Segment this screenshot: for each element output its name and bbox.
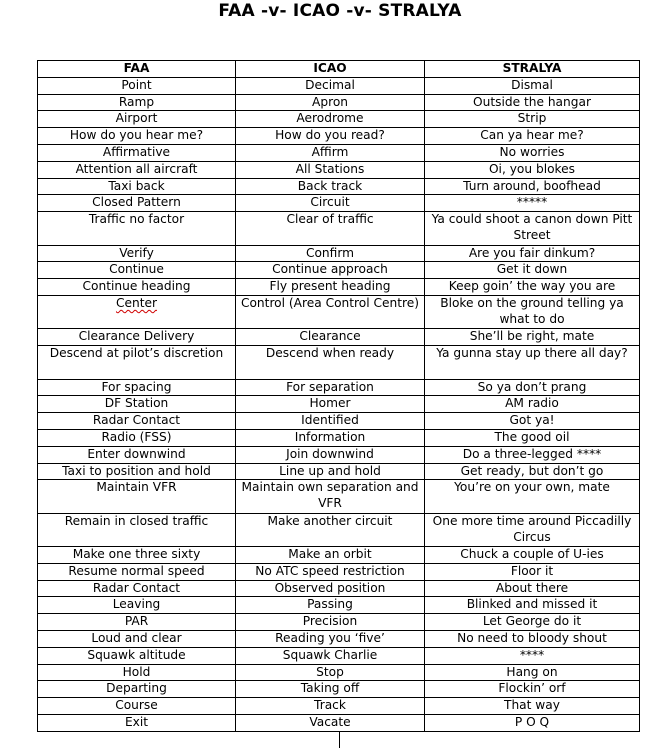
faa-cell: Exit — [38, 715, 236, 732]
faa-cell: Squawk altitude — [38, 647, 236, 664]
faa-cell: PAR — [38, 614, 236, 631]
faa-cell: Enter downwind — [38, 446, 236, 463]
table-header-row — [38, 61, 640, 78]
icao-cell: Join downwind — [236, 446, 425, 463]
icao-cell: Apron — [236, 94, 425, 111]
icao-cell: Observed position — [236, 580, 425, 597]
faa-cell: Closed Pattern — [38, 195, 236, 212]
faa-cell: Maintain VFR — [38, 480, 236, 513]
stralya-cell: Blinked and missed it — [425, 597, 640, 614]
header-stralya: STRALYA — [425, 61, 640, 78]
icao-cell: Precision — [236, 614, 425, 631]
stralya-cell: P O Q — [425, 715, 640, 732]
icao-cell: All Stations — [236, 161, 425, 178]
icao-cell: Aerodrome — [236, 111, 425, 128]
table-row — [38, 128, 640, 145]
table-row — [38, 597, 640, 614]
stralya-cell: No worries — [425, 144, 640, 161]
icao-cell: Decimal — [236, 77, 425, 94]
table-row — [38, 329, 640, 346]
stralya-cell: AM radio — [425, 396, 640, 413]
icao-cell: No ATC speed restriction — [236, 563, 425, 580]
table-row — [38, 614, 640, 631]
stralya-cell: That way — [425, 698, 640, 715]
faa-cell: Hold — [38, 664, 236, 681]
table-row — [38, 429, 640, 446]
stralya-cell: Strip — [425, 111, 640, 128]
faa-cell: Airport — [38, 111, 236, 128]
document-title: FAA -v- ICAO -v- STRALYA — [218, 1, 462, 21]
stralya-cell: Turn around, boofhead — [425, 178, 640, 195]
icao-cell: Control (Area Control Centre) — [236, 295, 425, 328]
icao-cell: Passing — [236, 597, 425, 614]
table-row — [38, 446, 640, 463]
comparison-table — [37, 60, 640, 732]
faa-cell: Affirmative — [38, 144, 236, 161]
faa-cell: Loud and clear — [38, 631, 236, 648]
faa-cell: Clearance Delivery — [38, 329, 236, 346]
icao-cell: Taking off — [236, 681, 425, 698]
faa-cell: Continue — [38, 262, 236, 279]
table-row — [38, 94, 640, 111]
table-row — [38, 413, 640, 430]
faa-cell: Taxi to position and hold — [38, 463, 236, 480]
table-row — [38, 144, 640, 161]
icao-cell: Affirm — [236, 144, 425, 161]
stralya-cell: About there — [425, 580, 640, 597]
faa-cell: Continue heading — [38, 279, 236, 296]
faa-cell: Traffic no factor — [38, 212, 236, 245]
stralya-cell: She’ll be right, mate — [425, 329, 640, 346]
icao-cell: Track — [236, 698, 425, 715]
table-row — [38, 463, 640, 480]
table-row — [38, 178, 640, 195]
table-row — [38, 245, 640, 262]
faa-cell — [38, 295, 236, 328]
stralya-cell: Get ready, but don’t go — [425, 463, 640, 480]
stralya-cell: Floor it — [425, 563, 640, 580]
icao-cell: Descend when ready — [236, 346, 425, 379]
icao-cell: Stop — [236, 664, 425, 681]
faa-cell: Ramp — [38, 94, 236, 111]
icao-cell: Confirm — [236, 245, 425, 262]
stralya-cell: Ya gunna stay up there all day? — [425, 346, 640, 379]
stralya-cell: Outside the hangar — [425, 94, 640, 111]
stralya-cell: Let George do it — [425, 614, 640, 631]
faa-cell: Radar Contact — [38, 413, 236, 430]
icao-cell: Maintain own separation and VFR — [236, 480, 425, 513]
stralya-cell: Are you fair dinkum? — [425, 245, 640, 262]
faa-cell: Departing — [38, 681, 236, 698]
icao-cell: Vacate — [236, 715, 425, 732]
faa-cell: Verify — [38, 245, 236, 262]
icao-cell: Information — [236, 429, 425, 446]
table-row — [38, 664, 640, 681]
faa-cell: Radio (FSS) — [38, 429, 236, 446]
icao-cell: Reading you ‘five’ — [236, 631, 425, 648]
spellcheck-word: Center — [115, 295, 158, 310]
header-faa: FAA — [38, 61, 236, 78]
table-row — [38, 396, 640, 413]
faa-cell: How do you hear me? — [38, 128, 236, 145]
faa-cell: Make one three sixty — [38, 547, 236, 564]
icao-cell: Squawk Charlie — [236, 647, 425, 664]
icao-cell: Clearance — [236, 329, 425, 346]
table-row — [38, 77, 640, 94]
icao-cell: Line up and hold — [236, 463, 425, 480]
stralya-cell: So ya don’t prang — [425, 379, 640, 396]
table-row — [38, 161, 640, 178]
icao-cell: Identified — [236, 413, 425, 430]
stralya-cell: **** — [425, 647, 640, 664]
table-row — [38, 715, 640, 732]
faa-cell: For spacing — [38, 379, 236, 396]
icao-cell: For separation — [236, 379, 425, 396]
icao-cell: Make another circuit — [236, 513, 425, 546]
stralya-cell: Flockin’ orf — [425, 681, 640, 698]
table-row — [38, 195, 640, 212]
table-row — [38, 580, 640, 597]
faa-cell: Course — [38, 698, 236, 715]
icao-cell: Continue approach — [236, 262, 425, 279]
table-row — [38, 262, 640, 279]
header-icao: ICAO — [236, 61, 425, 78]
stralya-cell: Dismal — [425, 77, 640, 94]
stralya-cell: Ya could shoot a canon down Pitt Street — [425, 212, 640, 245]
icao-cell: Clear of traffic — [236, 212, 425, 245]
table-row — [38, 111, 640, 128]
faa-cell: Radar Contact — [38, 580, 236, 597]
stralya-cell: The good oil — [425, 429, 640, 446]
icao-cell: Circuit — [236, 195, 425, 212]
stralya-cell: Can ya hear me? — [425, 128, 640, 145]
table-row — [38, 212, 640, 245]
stralya-cell: Got ya! — [425, 413, 640, 430]
icao-cell: Make an orbit — [236, 547, 425, 564]
table-row — [38, 295, 640, 328]
table-row — [38, 346, 640, 379]
faa-cell: Leaving — [38, 597, 236, 614]
icao-cell: Fly present heading — [236, 279, 425, 296]
stralya-cell: No need to bloody shout — [425, 631, 640, 648]
faa-cell: DF Station — [38, 396, 236, 413]
faa-cell: Resume normal speed — [38, 563, 236, 580]
table-row — [38, 480, 640, 513]
faa-cell: Descend at pilot’s discretion — [38, 346, 236, 379]
stralya-cell: Do a three-legged **** — [425, 446, 640, 463]
table-row — [38, 631, 640, 648]
icao-cell: Back track — [236, 178, 425, 195]
table-row — [38, 681, 640, 698]
stralya-cell: Bloke on the ground telling ya what to do — [425, 295, 640, 328]
stralya-cell: One more time around Piccadilly Circus — [425, 513, 640, 546]
table-row — [38, 563, 640, 580]
table-row — [38, 647, 640, 664]
table-row — [38, 379, 640, 396]
stralya-cell: ***** — [425, 195, 640, 212]
icao-cell: Homer — [236, 396, 425, 413]
faa-cell: Attention all aircraft — [38, 161, 236, 178]
page-divider-line — [339, 732, 340, 748]
table-row — [38, 513, 640, 546]
table-row — [38, 279, 640, 296]
faa-cell: Taxi back — [38, 178, 236, 195]
stralya-cell: You’re on your own, mate — [425, 480, 640, 513]
icao-cell: How do you read? — [236, 128, 425, 145]
stralya-cell: Get it down — [425, 262, 640, 279]
stralya-cell: Chuck a couple of U-ies — [425, 547, 640, 564]
faa-cell: Point — [38, 77, 236, 94]
stralya-cell: Oi, you blokes — [425, 161, 640, 178]
stralya-cell: Hang on — [425, 664, 640, 681]
table-row — [38, 547, 640, 564]
faa-cell: Remain in closed traffic — [38, 513, 236, 546]
table-row — [38, 698, 640, 715]
stralya-cell: Keep goin’ the way you are — [425, 279, 640, 296]
